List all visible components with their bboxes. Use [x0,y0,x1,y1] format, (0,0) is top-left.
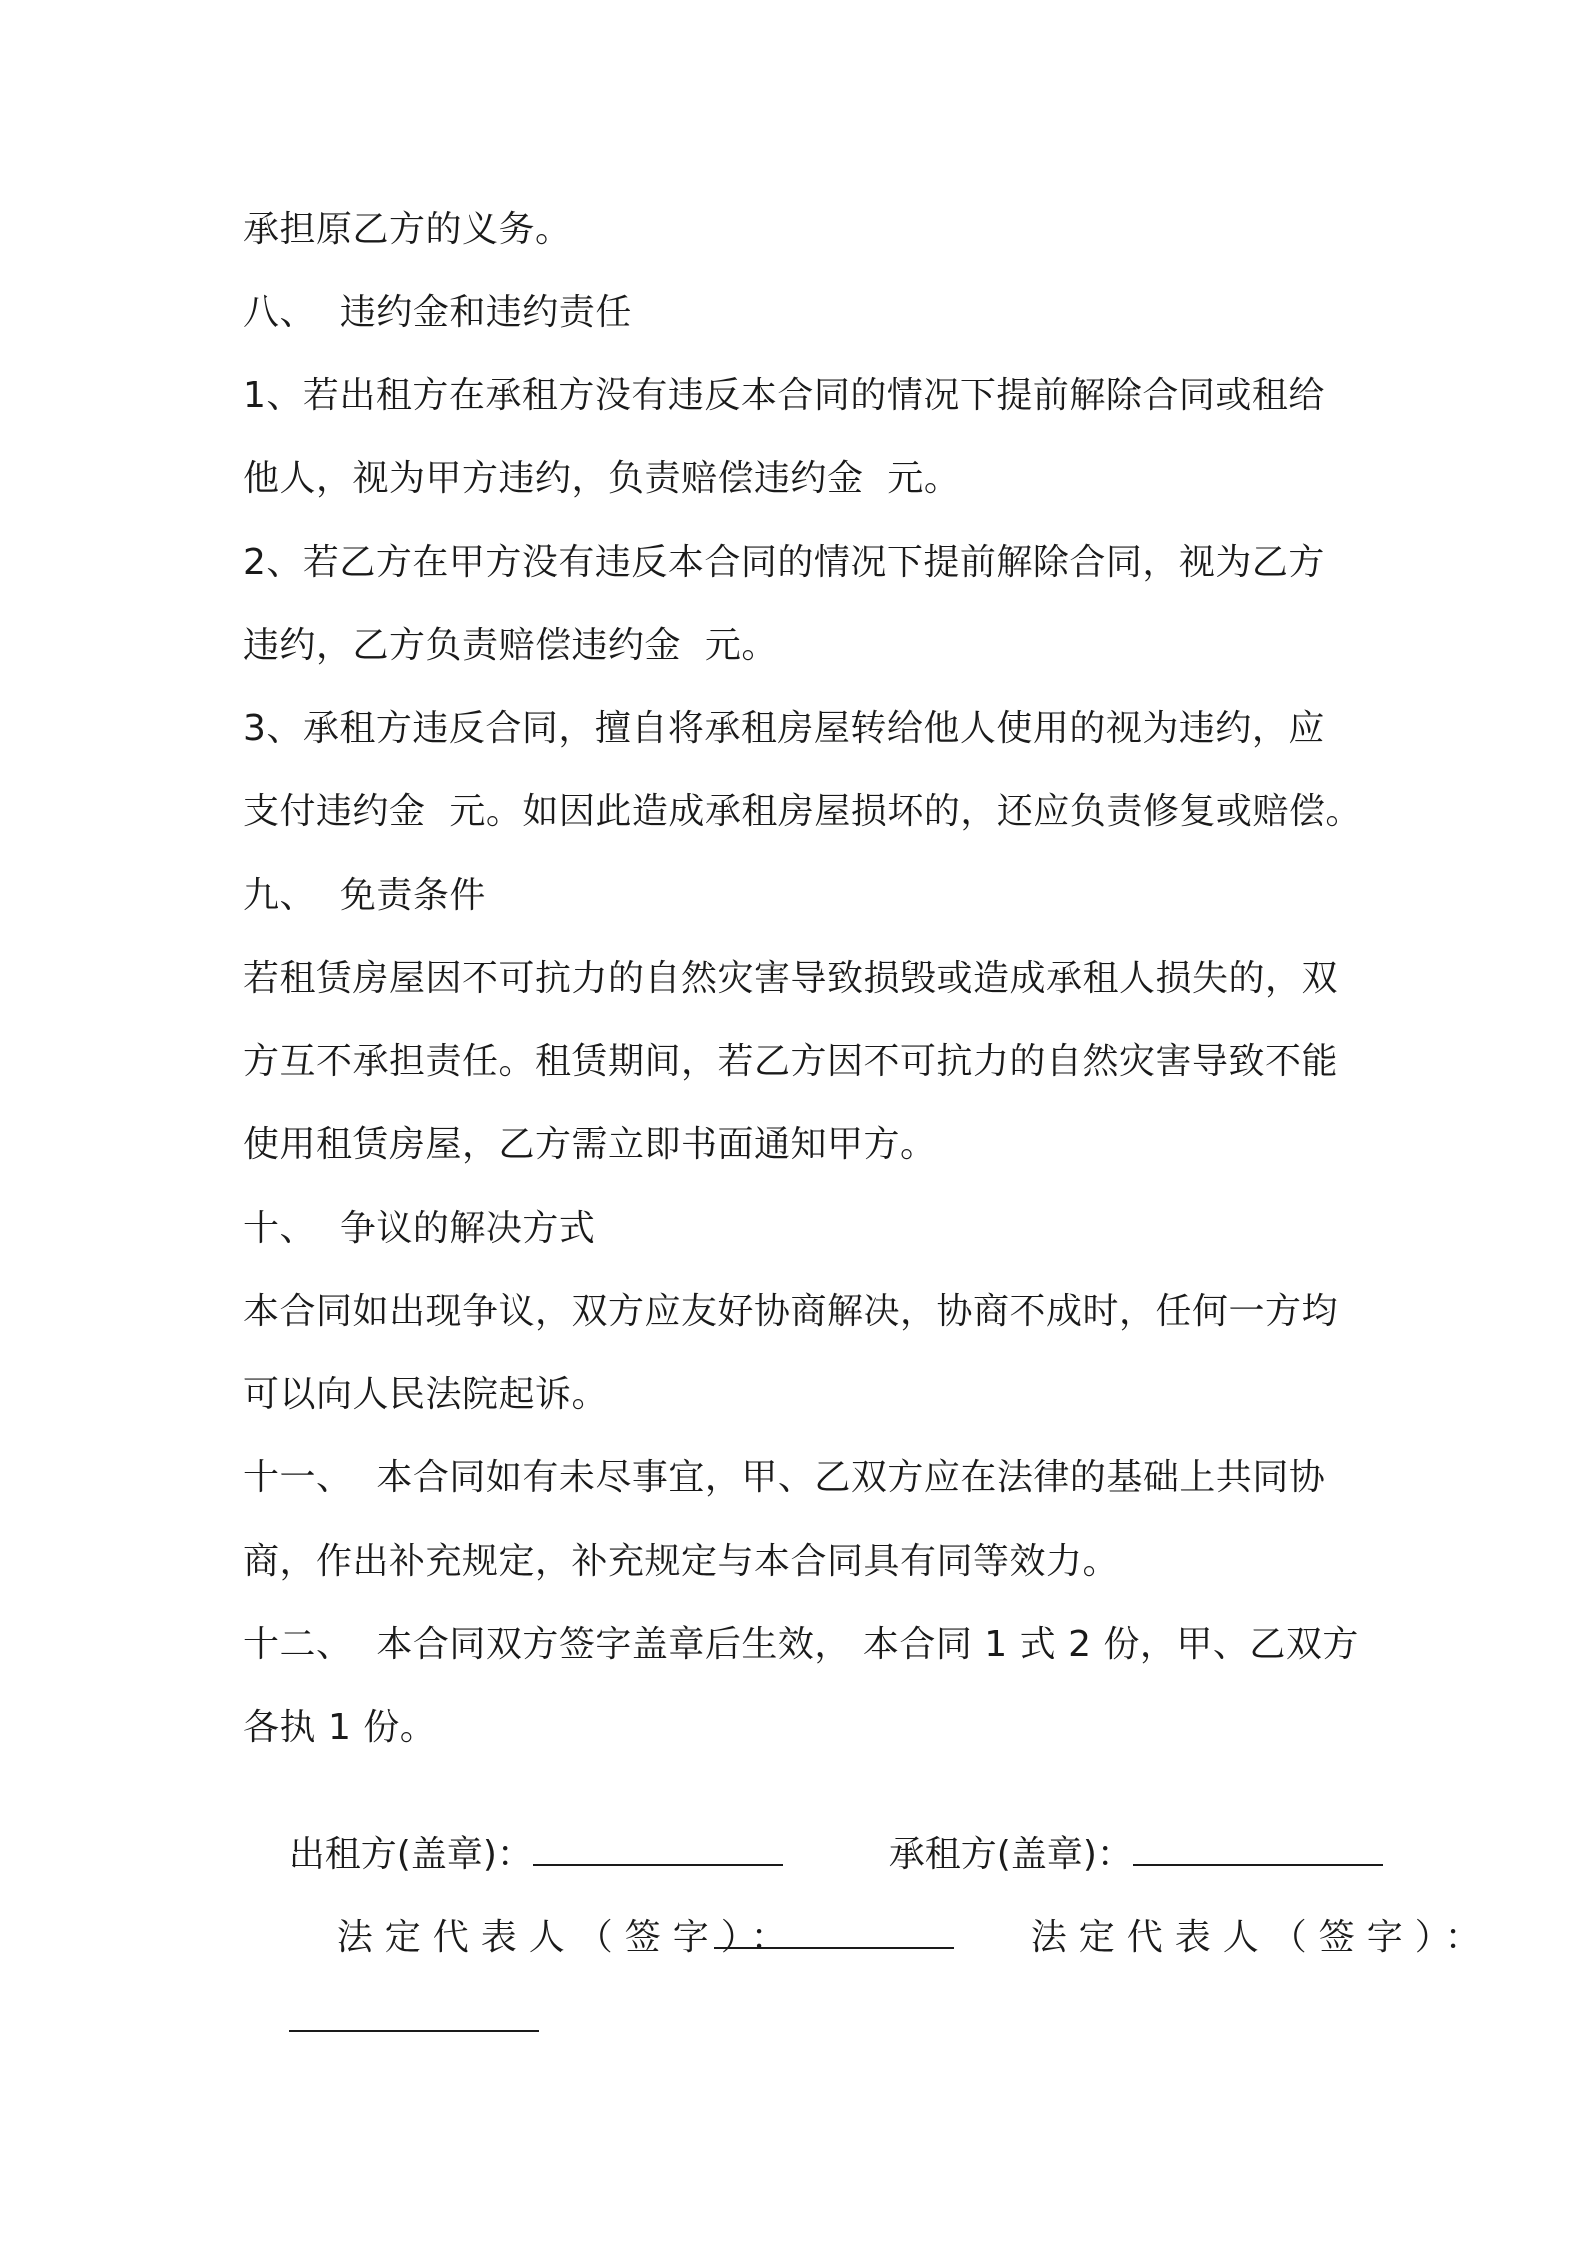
text-line: 支付违约金 元。如因此造成承租房屋损坏的，还应负责修复或赔偿。 [243,791,1362,832]
lessor-label: 出租方(盖章)： [288,1834,533,1875]
text-line: 十二、 本合同双方签字盖章后生效， 本合同 1 式 2 份，甲、乙双方 [243,1624,1359,1665]
text-line: 3、承租方违反合同，擅自将承租房屋转给他人使用的视为违约，应 [243,708,1325,749]
text-line: 他人，视为甲方违约，负责赔偿违约金 元。 [243,458,961,499]
text-line: 十一、 本合同如有未尽事宜，甲、乙双方应在法律的基础上共同协 [243,1457,1326,1498]
left-representative-label: 法定代表人（签字）： [336,1917,799,1958]
text-line: 使用租赁房屋，乙方需立即书面通知甲方。 [243,1124,937,1165]
text-line: 各执 1 份。 [243,1707,437,1748]
text-line: 本合同如出现争议，双方应友好协商解决，协商不成时，任何一方均 [243,1291,1339,1332]
lessee-label: 承租方(盖章)： [888,1834,1133,1875]
right-representative-blank [289,2000,539,2032]
text-line: 方互不承担责任。租赁期间，若乙方因不可抗力的自然灾害导致不能 [243,1041,1339,1082]
section-heading: 八、 违约金和违约责任 [243,292,632,333]
text-line: 违约，乙方负责赔偿违约金 元。 [243,625,778,666]
text-line: 1、若出租方在承租方没有违反本合同的情况下提前解除合同或租给 [243,375,1325,416]
right-representative-blank-wrap [243,1955,539,2087]
lessor-signature-blank [533,1834,783,1866]
text-line: 2、若乙方在甲方没有违反本合同的情况下提前解除合同，视为乙方 [243,542,1325,583]
text-line: 承担原乙方的义务。 [243,209,572,250]
left-representative-blank-wrap [668,1872,954,2004]
right-representative-label: 法定代表人（签字）： [1030,1917,1493,1958]
text-line: 可以向人民法院起诉。 [243,1374,609,1415]
right-representative-signature [937,1872,1493,2004]
text-line: 若租赁房屋因不可抗力的自然灾害导致损毁或造成承租人损失的，双 [243,958,1339,999]
text-line: 商，作出补充规定，补充规定与本合同具有同等效力。 [243,1541,1120,1582]
left-representative-blank [714,1917,954,1949]
section-heading: 十、 争议的解决方式 [243,1208,596,1249]
lessee-signature-blank [1133,1834,1383,1866]
section-heading: 九、 免责条件 [243,875,486,916]
